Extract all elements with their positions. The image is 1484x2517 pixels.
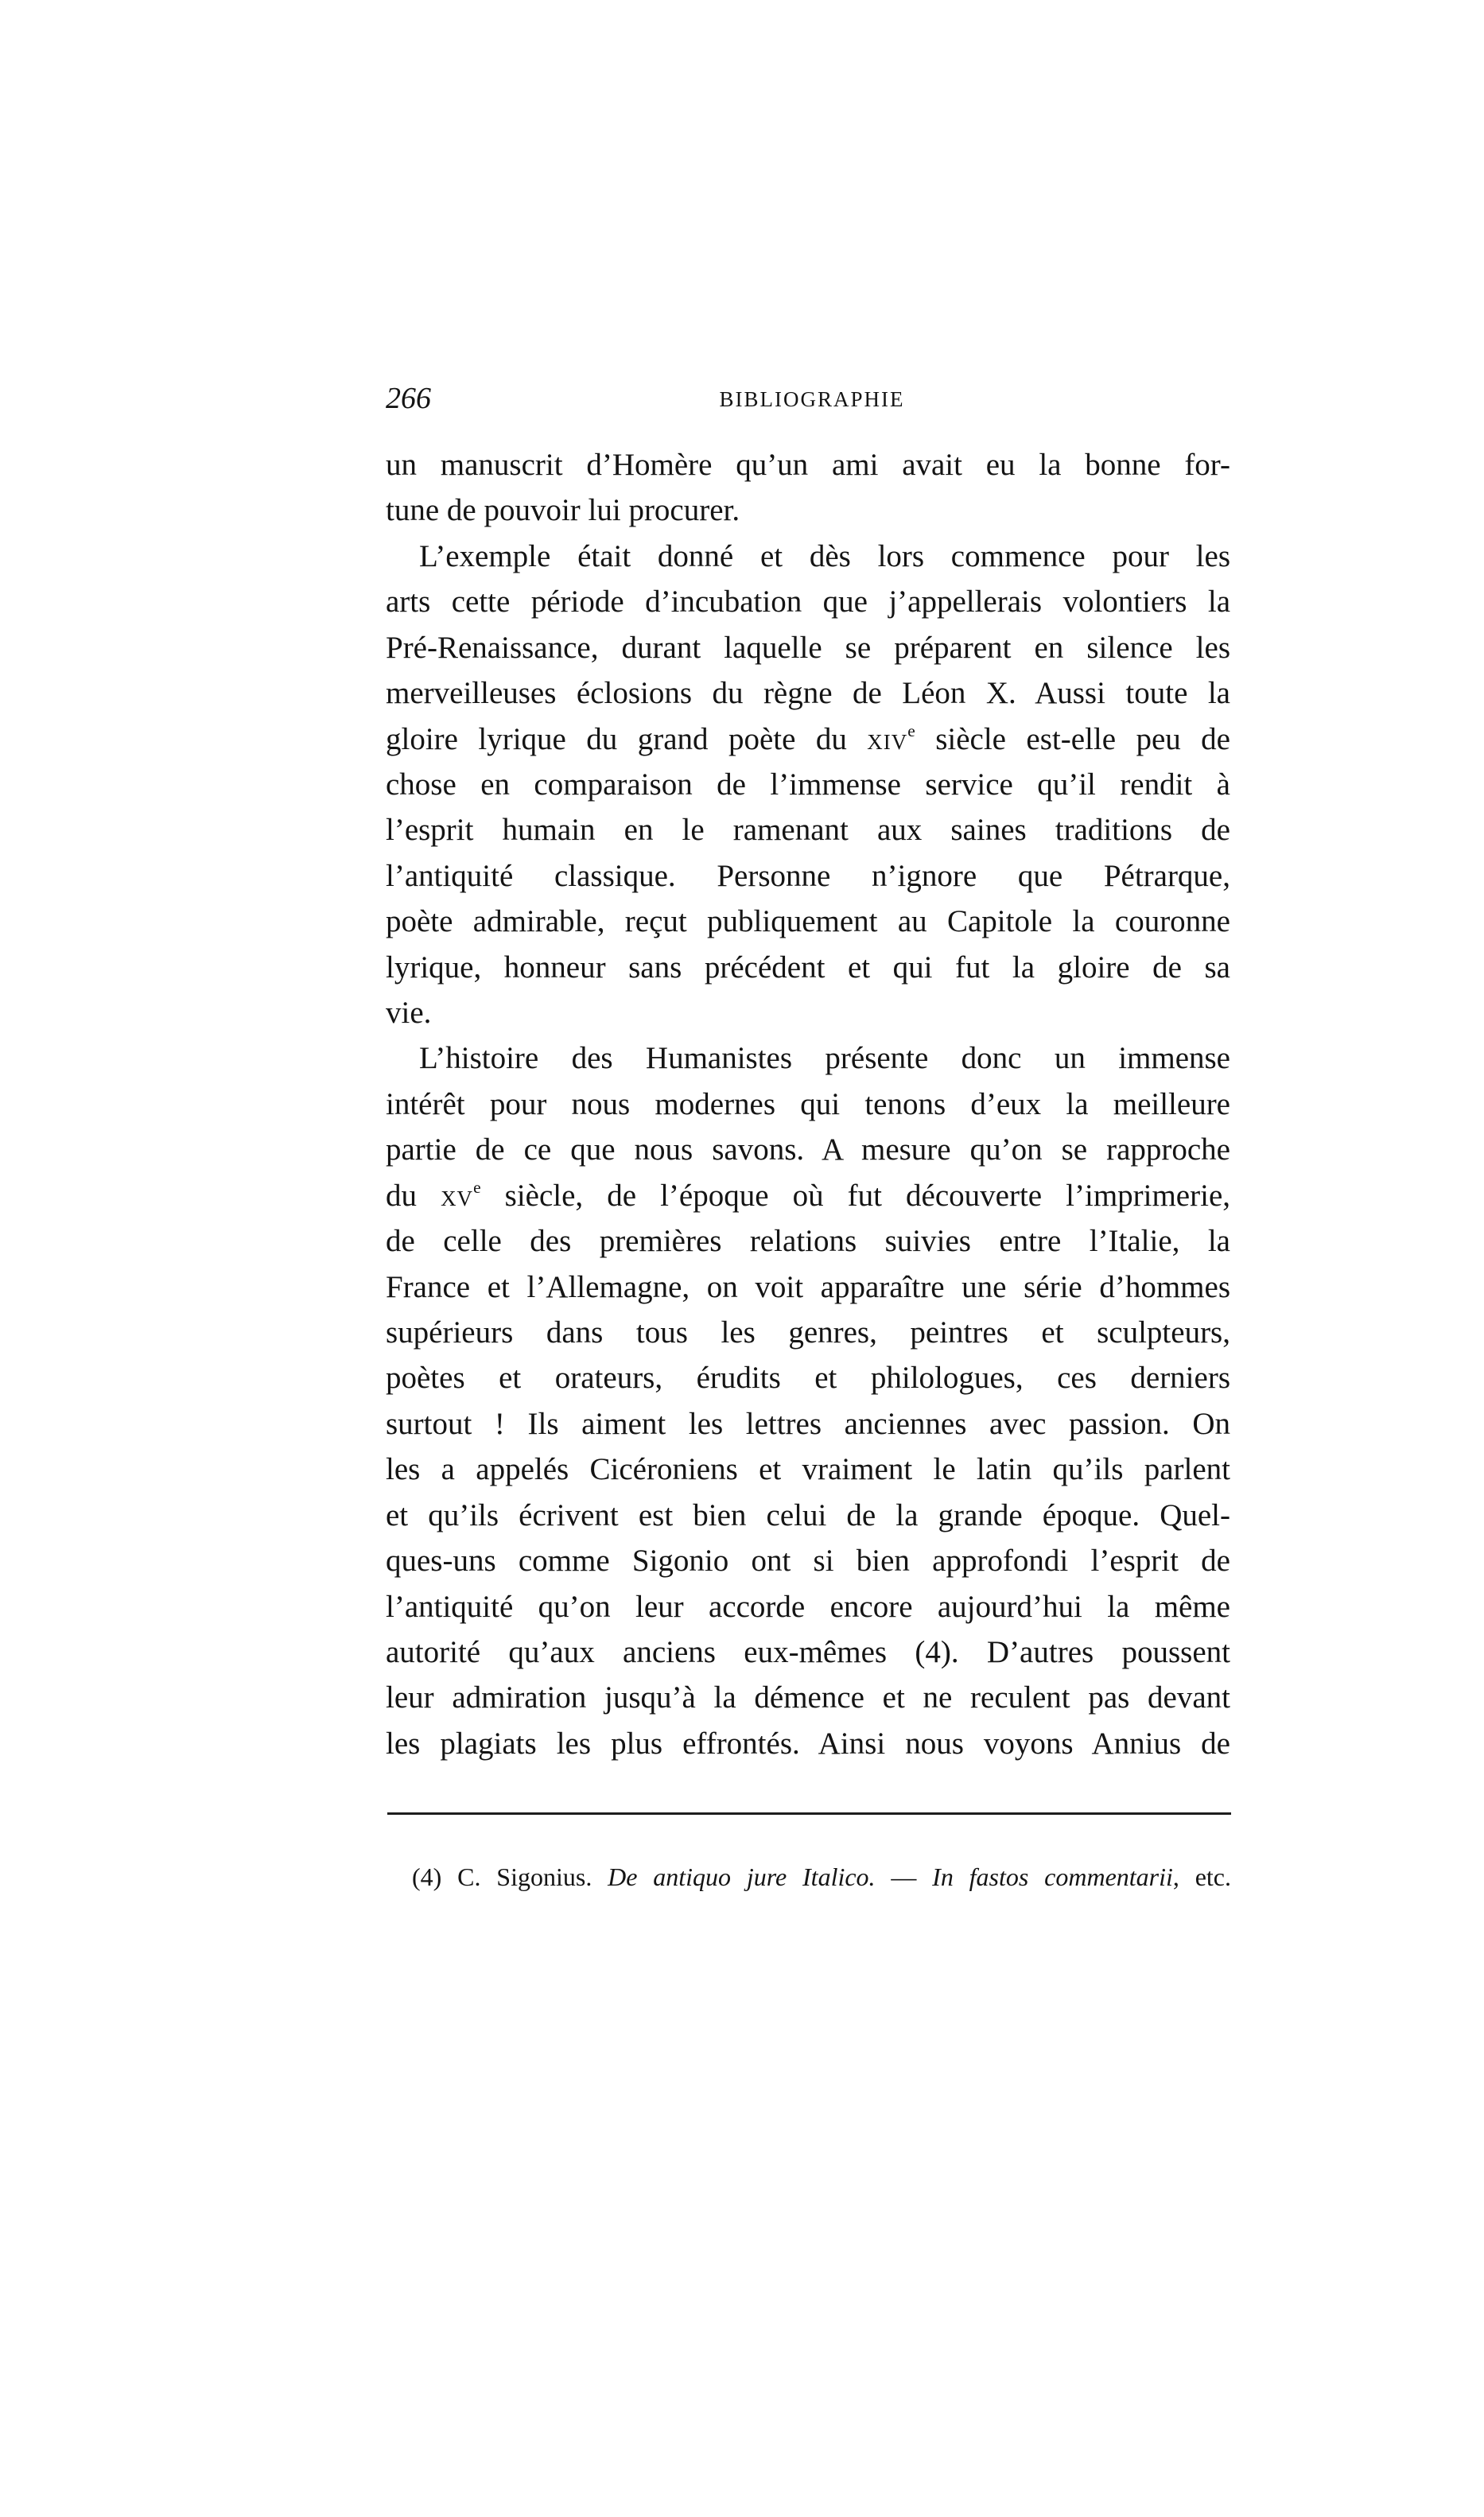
running-title: BIBLIOGRAPHIE [719,387,905,411]
text-run: vie. [386,996,432,1031]
footnotes [386,1859,1231,1894]
running-head [386,380,1230,420]
text-line [386,1629,1230,1675]
text-run: l’antiquité classique. Personne n’ignore que Pétrarque, [386,858,1230,893]
superscript: e [907,721,915,740]
text-line [386,1035,1230,1081]
text-line [386,762,1230,807]
text-line [386,853,1230,899]
text-line [386,487,1230,533]
text-line [386,1310,1230,1355]
text-run: l’antiquité qu’on leur accorde encore aujourd’hui la même [386,1589,1230,1624]
italic-title: In fastos commentarii [932,1863,1173,1891]
text-run: les plagiats les plus effrontés. Ainsi nous voyons Annius de [386,1726,1230,1761]
superscript: e [473,1177,481,1197]
text-run: L’histoire des Humanistes présente donc un immense [419,1041,1230,1076]
text-line [386,670,1230,716]
small-caps-numeral: xiv [867,721,908,756]
text-line [386,717,1230,762]
text-line [386,1721,1230,1766]
text-run: tune de pouvoir lui procurer. [386,493,740,528]
text-run: du [386,1178,441,1213]
text-run: poètes et orateurs, érudits et philologues, ces derniers [386,1361,1230,1396]
text-run: , etc. [1172,1863,1231,1891]
text-run: — [875,1863,933,1891]
text-line [386,1675,1230,1720]
text-line [386,990,1230,1035]
text-line [386,1173,1230,1218]
text-run: l’esprit humain en le ramenant aux saines traditions de [386,813,1230,848]
body-text [386,442,1230,1766]
text-line [386,1082,1230,1127]
text-run: autorité qu’aux anciens eux-mêmes (4). D’autres poussent [386,1634,1230,1669]
text-line [386,1493,1230,1538]
text-line [386,1538,1230,1583]
text-run: partie de ce que nous savons. A mesure qu’on se rapproche [386,1132,1230,1167]
text-run: les a appelés Cicéroniens et vraiment le latin qu’ils parlent [386,1452,1230,1487]
text-line [386,1264,1230,1310]
text-run: surtout ! Ils aiment les lettres anciennes avec passion. On [386,1406,1230,1441]
text-line [386,579,1230,624]
text-run: un manuscrit d’Homère qu’un ami avait eu la bonne for- [386,448,1230,482]
text-run: L’exemple était donné et dès lors commence pour les [419,538,1230,573]
text-run: chose en comparaison de l’immense service qu’il rendit à [386,767,1230,802]
text-run: gloire lyrique du grand poète du [386,721,868,756]
text-run: leur admiration jusqu’à la démence et ne reculent pas devant [386,1680,1230,1715]
text-line [386,1355,1230,1400]
small-caps-numeral: xv [441,1178,474,1213]
text-line [386,807,1230,853]
text-run: de celle des premières relations suivies entre l’Italie, la [386,1224,1230,1259]
text-run: (4) C. Sigonius. [412,1863,608,1891]
text-line [386,1127,1230,1172]
text-run: poète admirable, reçut publiquement au Capitole la couronne [386,904,1230,939]
text-line [386,1218,1230,1264]
text-run: et qu’ils écrivent est bien celui de la grande époque. Quel- [386,1497,1230,1532]
text-run: France et l’Allemagne, on voit apparaître une série d’hommes [386,1269,1230,1304]
text-run: merveilleuses éclosions du règne de Léon X. Aussi toute la [386,676,1230,711]
text-run: intérêt pour nous modernes qui tenons d’eux la meilleure [386,1086,1230,1121]
text-run: siècle, de l’époque où fut découverte l’imprimerie, [480,1178,1230,1213]
text-run: siècle est-elle peu de [915,721,1230,756]
text-line [386,1447,1230,1492]
text-run: lyrique, honneur sans précédent et qui fut la gloire de sa [386,950,1230,985]
page-number: 266 [386,382,431,415]
text-line [386,1401,1230,1447]
text-line [386,899,1230,944]
text-line [386,1584,1230,1629]
text-line [386,442,1230,487]
footnote-rule [387,1812,1231,1815]
text-line [386,625,1230,670]
text-run: Pré-Renaissance, durant laquelle se préparent en silence les [386,630,1230,665]
text-run: ques-uns comme Sigonio ont si bien approfondi l’esprit de [386,1544,1230,1579]
text-line [386,534,1230,579]
text-line [386,945,1230,990]
italic-title: De antiquo jure Italico. [608,1863,876,1891]
text-run: supérieurs dans tous les genres, peintres et sculpteurs, [386,1315,1230,1350]
footnote [386,1859,1231,1894]
text-run: arts cette période d’incubation que j’appellerais volontiers la [386,585,1230,620]
